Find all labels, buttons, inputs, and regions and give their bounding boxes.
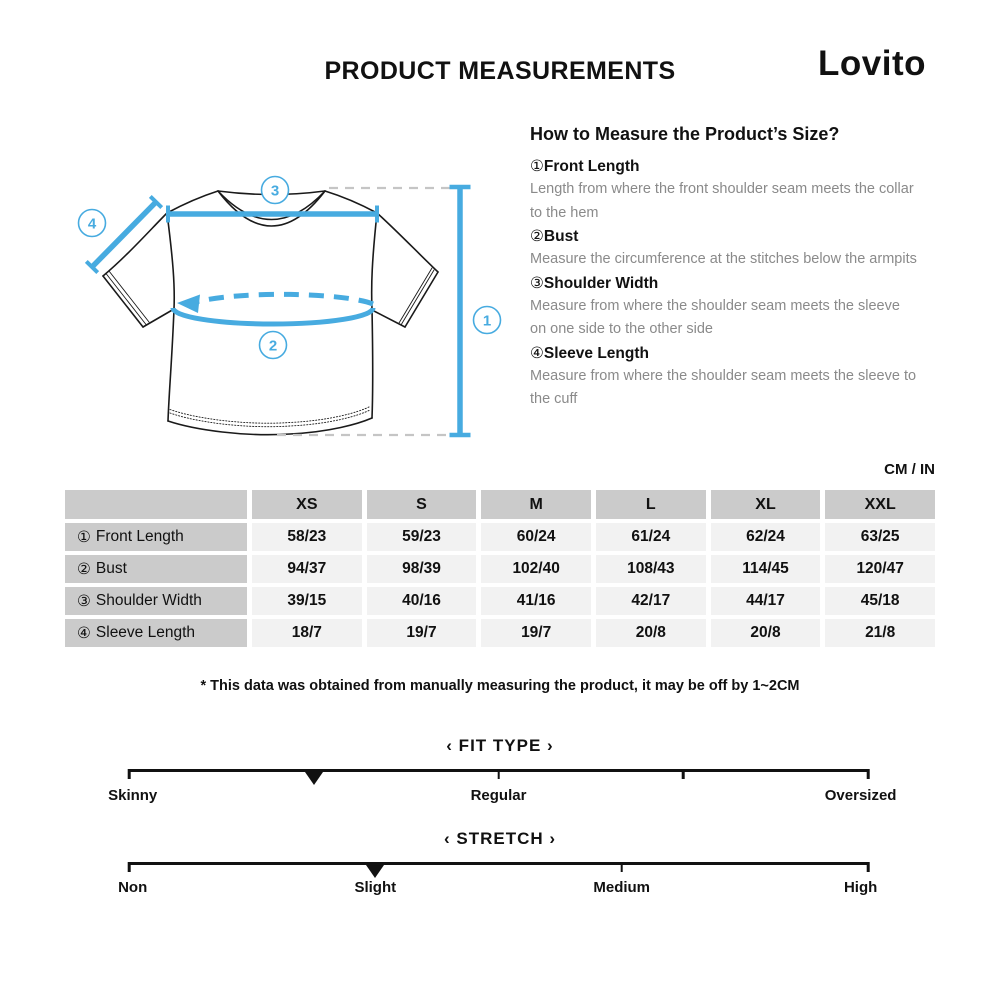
page-title: PRODUCT MEASUREMENTS [324, 57, 676, 85]
stretch-label: High [843, 879, 878, 896]
size-value-cell: 63/25 [825, 523, 935, 551]
how-to-item-label: ②Bust [530, 228, 579, 245]
row-label: ② Bust [65, 555, 247, 583]
table-corner-cell [65, 490, 247, 519]
stretch-label: Non [118, 879, 148, 896]
fit-type-tick [497, 769, 500, 779]
stretch-marker-triangle [366, 865, 384, 878]
fit-type-label: Oversized [824, 787, 897, 804]
stretch-labels [118, 879, 878, 899]
size-value-cell: 19/7 [481, 619, 591, 647]
fit-type-marker-triangle [305, 772, 323, 785]
how-to-heading: How to Measure the Product’s Size? [530, 124, 840, 144]
fit-type-tick [682, 769, 685, 779]
fit-type-labels [108, 787, 897, 807]
row-label: ③ Shoulder Width [65, 587, 247, 615]
row-label: ④ Sleeve Length [65, 619, 247, 647]
size-value-cell: 42/17 [596, 587, 706, 615]
how-to-item-label: ①Front Length [530, 158, 640, 175]
fit-type-label: Skinny [108, 787, 158, 804]
size-value-cell: 39/15 [252, 587, 362, 615]
stretch-label: Medium [593, 879, 651, 896]
size-value-cell: 20/8 [711, 619, 821, 647]
measurements-table [65, 490, 935, 647]
how-to-item [530, 342, 930, 412]
size-value-cell: 114/45 [711, 555, 821, 583]
how-to-measure-section [530, 124, 930, 412]
stretch-title: ‹ STRETCH › [443, 829, 557, 848]
how-to-item [530, 225, 930, 272]
size-value-cell: 41/16 [481, 587, 591, 615]
size-value-cell: 108/43 [596, 555, 706, 583]
sleeve-length-marker: 4 [87, 215, 97, 233]
fit-type-tick [128, 769, 131, 779]
how-to-item [530, 272, 930, 342]
size-value-cell: 19/7 [367, 619, 477, 647]
stretch-tick [620, 862, 623, 872]
fit-type-tick [867, 769, 870, 779]
stretch-tick [867, 862, 870, 872]
guide-dashed-lines [277, 188, 453, 435]
diagram-number-markers [79, 177, 501, 359]
tshirt-illustration [55, 130, 515, 460]
unit-label: CM / IN [884, 461, 935, 478]
size-value-cell: 61/24 [596, 523, 706, 551]
stretch-tick [128, 862, 131, 872]
size-value-cell: 45/18 [825, 587, 935, 615]
measurement-disclaimer: * This data was obtained from manually measuring the product, it may be off by 1~2CM [200, 678, 800, 694]
size-value-cell: 60/24 [481, 523, 591, 551]
fit-type-title: ‹ FIT TYPE › [446, 736, 554, 755]
how-to-item-desc: Measure the circumference at the stitches below the armpits [530, 251, 917, 267]
brand-logo: Lovito [818, 44, 926, 83]
size-value-cell: 94/37 [252, 555, 362, 583]
how-to-item-desc: Measure from where the shoulder seam meets the sleeve to the cuff [530, 367, 917, 407]
stretch-scale [129, 862, 868, 876]
size-value-cell: 62/24 [711, 523, 821, 551]
size-col-header: XS [252, 490, 362, 519]
size-value-cell: 44/17 [711, 587, 821, 615]
size-value-cell: 21/8 [825, 619, 935, 647]
fit-type-scale [129, 769, 868, 783]
how-to-item-label: ③Shoulder Width [530, 274, 659, 292]
size-value-cell: 98/39 [367, 555, 477, 583]
how-to-item-desc: Measure from where the shoulder seam meets the sleeve on one side to the other side [530, 297, 900, 337]
size-col-header: L [596, 490, 706, 519]
size-value-cell: 102/40 [481, 555, 591, 583]
how-to-item-label: ④Sleeve Length [530, 344, 649, 362]
measurement-lines [86, 187, 470, 435]
size-value-cell: 18/7 [252, 619, 362, 647]
fit-type-label: Regular [470, 787, 527, 804]
size-col-header: M [481, 490, 591, 519]
bust-marker: 2 [268, 337, 278, 355]
front-length-marker: 1 [482, 312, 492, 330]
size-col-header: XXL [825, 490, 935, 519]
size-value-cell: 120/47 [825, 555, 935, 583]
size-value-cell: 20/8 [596, 619, 706, 647]
size-col-header: S [367, 490, 477, 519]
shoulder-width-marker: 3 [270, 182, 280, 200]
size-value-cell: 40/16 [367, 587, 477, 615]
how-to-item [530, 155, 930, 225]
stretch-axis-line [129, 862, 868, 865]
row-label: ① Front Length [65, 523, 247, 551]
tshirt-outline [103, 191, 438, 435]
stretch-label: Slight [354, 879, 397, 896]
size-col-header: XL [711, 490, 821, 519]
size-value-cell: 58/23 [252, 523, 362, 551]
size-value-cell: 59/23 [367, 523, 477, 551]
how-to-item-desc: Length from where the front shoulder seam meets the collar to the hem [530, 181, 914, 221]
tshirt-measurement-diagram [55, 130, 515, 460]
